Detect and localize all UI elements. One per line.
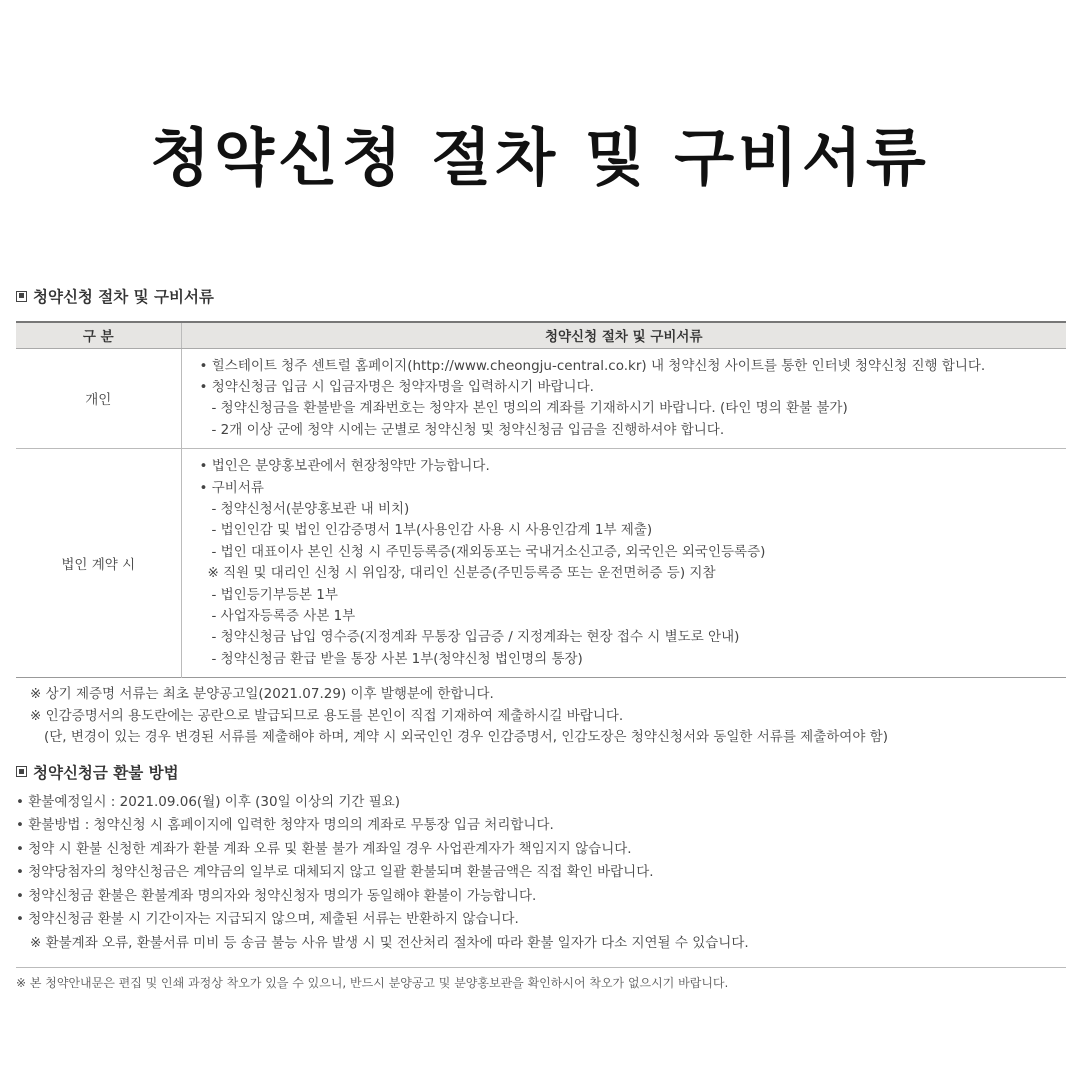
list-item: • 청약신청금 입금 시 입금자명은 청약자명을 입력하시기 바랍니다. <box>199 378 594 395</box>
refund-list <box>16 791 1066 956</box>
section-heading-text: 청약신청금 환불 방법 <box>33 763 179 782</box>
table-header-row <box>16 322 1066 348</box>
note-item: ※ 인감증명서의 용도란에는 공란으로 발급되므로 용도를 본인이 직접 기재하여 제출하시길 바랍니다. <box>30 707 624 724</box>
table-header-procedure: 청약신청 절차 및 구비서류 <box>181 322 1066 348</box>
document-body <box>16 285 1066 991</box>
list-item: ※ 직원 및 대리인 신청 시 위임장, 대리인 신분증(주민등록증 또는 운전면허증 등) 지참 <box>207 565 716 582</box>
note-item: (단, 변경이 있는 경우 변경된 서류를 제출해야 하며, 계약 시 외국인인 경우 인감증명서, 인감도장은 청약신청서와 동일한 서류를 제출하여야 함) <box>44 729 888 746</box>
list-item: • 청약당첨자의 청약신청금은 계약금의 일부로 대체되지 않고 일괄 환불되며 환불금액은 직접 확인 바랍니다. <box>16 864 654 881</box>
procedure-table <box>16 321 1066 678</box>
section-heading-refund <box>16 761 1066 783</box>
list-item: - 청약신청금을 환불받을 계좌번호는 청약자 본인 명의의 계좌를 기재하시기 바랍니다. (타인 명의 환불 불가) <box>211 400 848 417</box>
list-item: • 청약 시 환불 신청한 계좌가 환불 계좌 오류 및 환불 불가 계좌일 경우 사업관계자가 책임지지 않습니다. <box>16 840 632 857</box>
list-item: - 사업자등록증 사본 1부 <box>211 607 356 624</box>
list-item: • 청약신청금 환불 시 기간이자는 지급되지 않으며, 제출된 서류는 반환하지 않습니다. <box>16 911 519 928</box>
list-item: - 법인인감 및 법인 인감증명서 1부(사용인감 사용 시 사용인감계 1부 제출) <box>211 522 653 539</box>
section-heading-text: 청약신청 절차 및 구비서류 <box>33 288 214 306</box>
list-item: - 2개 이상 군에 청약 시에는 군별로 청약신청 및 청약신청금 입금을 진행하셔야 합니다. <box>211 421 725 438</box>
row-category-corporate: 법인 계약 시 <box>16 449 181 678</box>
divider <box>16 967 1066 968</box>
table-row <box>16 348 1066 449</box>
note-item: ※ 상기 제증명 서류는 최초 분양공고일(2021.07.29) 이후 발행분에 한합니다. <box>30 686 494 703</box>
row-content <box>181 348 1066 449</box>
row-category-individual: 개인 <box>16 348 181 449</box>
list-item: - 법인등기부등본 1부 <box>211 586 338 603</box>
footnote: ※ 본 청약안내문은 편집 및 인쇄 과정상 착오가 있을 수 있으니, 반드시 분양공고 및 분양홍보관을 확인하시어 착오가 없으시기 바랍니다. <box>16 976 729 991</box>
page-title: 청약신청 절차 및 구비서류 <box>150 121 930 194</box>
list-item: ※ 환불계좌 오류, 환불서류 미비 등 송금 불능 사유 발생 시 및 전산처리 절차에 따라 환불 일자가 다소 지연될 수 있습니다. <box>30 934 749 951</box>
table-row <box>16 449 1066 678</box>
section-heading-procedure <box>16 285 1066 307</box>
list-item: • 환불예정일시 : 2021.09.06(월) 이후 (30일 이상의 기간 필요) <box>16 793 401 810</box>
document-notes <box>16 684 1066 749</box>
list-item: • 법인은 분양홍보관에서 현장청약만 가능합니다. <box>199 458 490 475</box>
list-item: • 환불방법 : 청약신청 시 홈페이지에 입력한 청약자 명의의 계좌로 무통장 입금 처리합니다. <box>16 817 554 834</box>
list-item: - 청약신청서(분양홍보관 내 비치) <box>211 500 410 517</box>
table-header-category: 구 분 <box>16 322 181 348</box>
list-item: • 힐스테이트 청주 센트럴 홈페이지(http://www.cheongju-central.co.kr) 내 청약신청 사이트를 통한 인터넷 청약신청 진행 합니다. <box>199 357 986 374</box>
list-item: • 구비서류 <box>199 479 264 496</box>
row-content <box>181 449 1066 678</box>
square-bullet-icon <box>16 766 27 777</box>
square-bullet-icon <box>16 291 27 302</box>
list-item: - 청약신청금 환급 받을 통장 사본 1부(청약신청 법인명의 통장) <box>211 650 583 667</box>
list-item: - 청약신청금 납입 영수증(지정계좌 무통장 입금증 / 지정계좌는 현장 접수 시 별도로 안내) <box>211 629 740 646</box>
list-item: • 청약신청금 환불은 환불계좌 명의자와 청약신청자 명의가 동일해야 환불이 가능합니다. <box>16 887 537 904</box>
list-item: - 법인 대표이사 본인 신청 시 주민등록증(재외동포는 국내거소신고증, 외국인은 외국인등록증) <box>211 543 766 560</box>
